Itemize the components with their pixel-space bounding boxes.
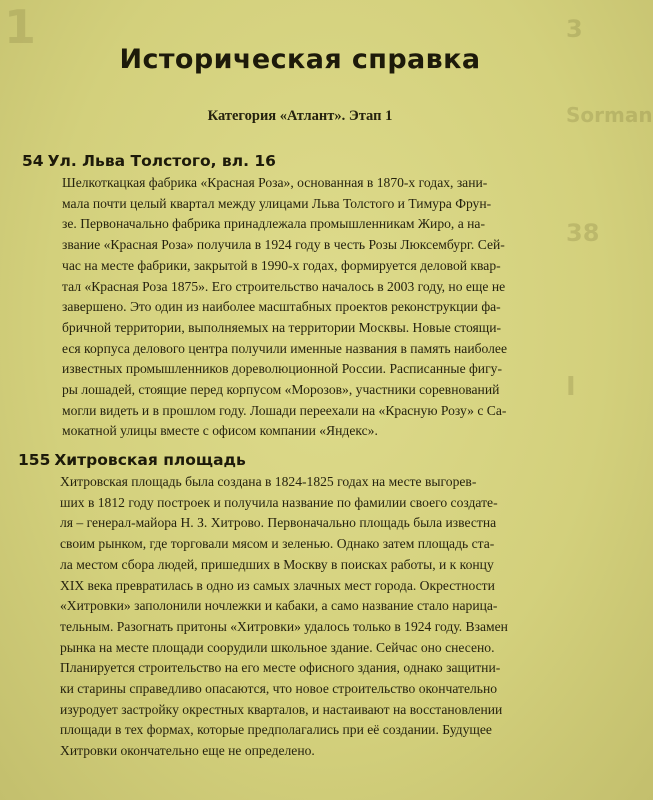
- entry-title: Хитровская площадь: [54, 451, 246, 469]
- page-subtitle: Категория «Атлант». Этап 1: [207, 108, 393, 124]
- text-line: своим рынком, где торговали мясом и зеленью. Однако затем площадь ста-: [60, 536, 495, 552]
- bleed-through-fragment: Sorman: [566, 103, 653, 127]
- text-line: еся корпуса делового центра получили именные названия в память наиболее: [62, 340, 507, 356]
- text-line: зе. Первоначально фабрика принадлежала промышленникам Жиро, а на-: [62, 216, 485, 232]
- text-line: известных промышленников дореволюционной России. Расписанные фигу-: [62, 361, 502, 377]
- text-line: Хитровская площадь была создана в 1824-1825 годах на месте выгорев-: [60, 474, 477, 489]
- entry-title: Ул. Льва Толстого, вл. 16: [47, 152, 276, 170]
- entry-heading: [22, 152, 582, 170]
- entry-body: [62, 173, 582, 442]
- text-line: изуродует застройку окрестных кварталов, и настаивают на восстановлении: [60, 701, 503, 717]
- text-line: площади в тех формах, которые предполагались при её создании. Будущее: [60, 722, 492, 738]
- entry-number: 54: [22, 152, 44, 170]
- text-line: XIX века превратилась в одно из самых злачных мест города. Окрестности: [60, 577, 495, 593]
- text-line: ки старины справедливо опасаются, что новое строительство окончательно: [60, 681, 498, 697]
- bleed-through-fragment: I: [566, 372, 576, 402]
- text-line: ших в 1812 году построек и получила название по фамилии своего создате-: [60, 494, 498, 510]
- text-line: час на месте фабрики, закрытой в 1990-х годах, формируется деловой квар-: [62, 257, 501, 273]
- text-line: бричной территории, выполняемых на территории Москвы. Новые стоящи-: [62, 319, 502, 335]
- text-line: ля – генерал-майора Н. З. Хитрово. Первоначально площадь была известна: [60, 515, 497, 531]
- text-line: Планируется строительство на его месте офисного здания, однако защитни-: [60, 660, 501, 676]
- text-line: «Хитровки» заполонили ночлежки и кабаки, а само название стало нарица-: [60, 598, 498, 614]
- text-line: завершено. Это один из наиболее масштабных проектов реконструкции фа-: [62, 299, 501, 315]
- text-line: Шелкоткацкая фабрика «Красная Роза», основанная в 1870-х годах, зани-: [62, 175, 488, 190]
- text-line: тал «Красная Роза 1875». Его строительство началось в 2003 году, но еще не: [62, 278, 506, 294]
- text-line: ла местом сбора людей, пришедших в Москву в поисках работы, и к концу: [60, 556, 494, 572]
- text-line: звание «Красная Роза» получила в 1924 году в честь Розы Люксембург. Сей-: [62, 237, 505, 253]
- entry-item: [22, 152, 582, 442]
- text-line: тельным. Разогнать притоны «Хитровки» удалось только в 1924 году. Взамен: [60, 618, 508, 634]
- bleed-through-fragment: 38: [566, 219, 600, 247]
- entry-number: 155: [18, 451, 51, 469]
- entry-heading: [18, 451, 583, 469]
- page-title: Историческая справка: [119, 44, 481, 75]
- page-edge-shadow: 1: [4, 0, 37, 54]
- bleed-through-fragment: 3: [566, 15, 583, 43]
- text-line: рынка на месте площади соорудили школьное здание. Сейчас оно снесено.: [60, 639, 495, 655]
- entry-item: [18, 451, 583, 762]
- text-line: Хитровки окончательно еще не определено.: [60, 743, 315, 759]
- text-line: мокатной улицы вместе с офисом компании «Яндекс».: [62, 423, 378, 439]
- text-line: ры лошадей, стоящие перед корпусом «Морозов», участники соревнований: [62, 382, 500, 398]
- entry-body: [60, 472, 583, 762]
- text-line: мала почти целый квартал между улицами Льва Толстого и Тимура Фрун-: [62, 195, 492, 211]
- text-line: могли видеть и в прошлом году. Лошади переехали на «Красную Розу» с Са-: [62, 402, 507, 418]
